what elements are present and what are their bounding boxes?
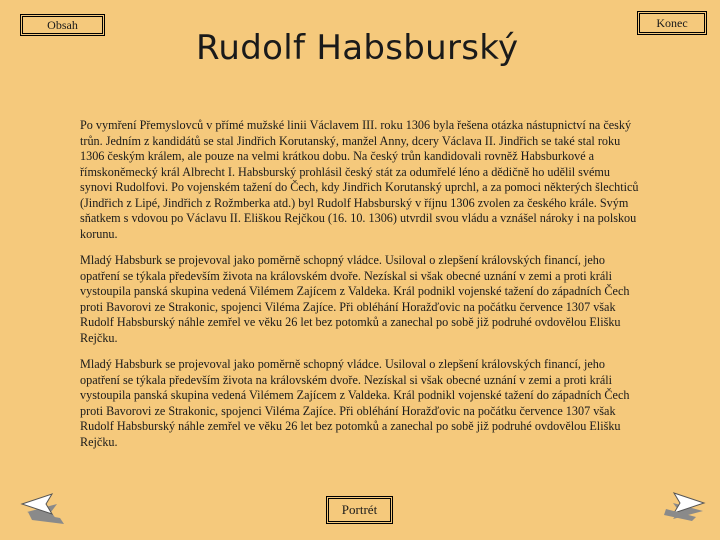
forward-arrow-icon[interactable] bbox=[662, 489, 708, 528]
text-content bbox=[80, 118, 645, 461]
paragraph-1: Po vymření Přemyslovců v přímé mužské linii Václavem III. roku 1306 byla řešena otázka nástupnictví na český trůn. Jedním z kandidátů se stal Jindřich Korutanský, manžel Anny, dcery Václava II. Jindřich se také stal roku 1306 českým králem, ale pouze na velmi krátkou dobu. Na český trůn kandidovali rovněž Habsburkové a římskoněmecký král Albrecht I. Habsburský prohlásil český stát za odumřelé léno a dědičně ho udělil svému synovi Rudolfovi. Po vojenském tažení do Čech, kdy Jindřich Korutanský uprchl, a za pomoci některých šlechticů (Jindřich z Lipé, Jindřich z Rožmberka atd.) byl Rudolf Habsburský v říjnu 1306 zvolen za českého krále. Svým sňatkem s vdovou po Václavu II. Eliškou Rejčkou (16. 10. 1306) utvrdil svou vládu a vznášel nároky i na polskou korunu. bbox=[80, 118, 639, 241]
end-button[interactable]: Konec bbox=[637, 11, 707, 35]
contents-button[interactable]: Obsah bbox=[20, 14, 105, 36]
paragraph-3: Mladý Habsburk se projevoval jako poměrně schopný vládce. Usiloval o zlepšení královských financí, jeho opatření se týkala především života na královském dvoře. Nezískal si však obecné uznání v zemi a proti králi vystoupila panská skupina vedená Vilémem Zajícem z Valdeka. Král podnikl vojenské tažení do západních Čech proti Bavorovi ze Strakonic, spojenci Viléma Zajíce. Při obléhání Horažďovic na počátku července 1307 však Rudolf Habsburský náhle zemřel ve věku 26 let bez potomků a zanechal po sobě již podruhé ovdovělou Elišku Rejčku. bbox=[80, 357, 630, 449]
page-title: Rudolf Habsburský bbox=[196, 28, 519, 68]
portrait-button[interactable]: Portrét bbox=[326, 496, 393, 524]
back-arrow-icon[interactable] bbox=[20, 490, 68, 531]
paragraph-2: Mladý Habsburk se projevoval jako poměrně schopný vládce. Usiloval o zlepšení královských financí, jeho opatření se týkala především života na královském dvoře. Nezískal si však obecné uznání v zemi a proti králi vystoupila panská skupina vedená Vilémem Zajícem z Valdeka. Král podnikl vojenské tažení do západních Čech proti Bavorovi ze Strakonic, spojenci Viléma Zajíce. Při obléhání Horažďovic na počátku července 1307 však Rudolf Habsburský náhle zemřel ve věku 26 let bez potomků a zanechal po sobě již podruhé ovdovělou Elišku Rejčku. bbox=[80, 253, 630, 345]
